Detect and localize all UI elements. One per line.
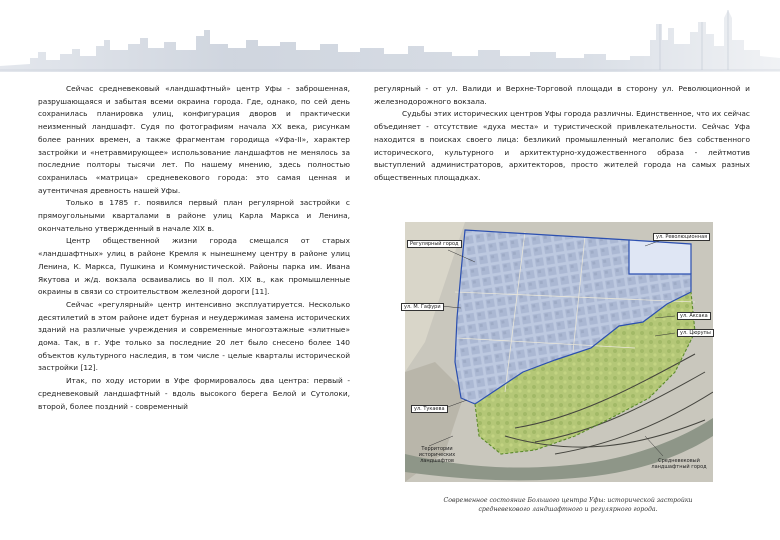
map-label-medieval-city: Средневековый ландшафтный город [651, 458, 707, 470]
skyline-banner [0, 0, 780, 72]
map-label-tukaeva: ул. Тукаева [411, 405, 448, 413]
paragraph: Итак, по ходу истории в Уфе формировалось два центра: первый - средневековый ландшафтный - вдоль высокого берега Белой и Сутолоки, второй, более поздний - современный [38, 376, 350, 411]
map-label-regular-city: Регулярный город [407, 240, 462, 248]
map-caption: Современное состояние Большого центра Уфы: исторической застройки средневекового ландшафтного и регулярного города. [443, 497, 693, 513]
right-text-column [374, 83, 750, 185]
paragraph: Судьбы этих исторических центров Уфы города различны. Единственное, что их сейчас объединяет - отсутствие «духа места» и туристической привлекательности. Сейчас Уфа находится в поисках своего лица: безликий промышленный мегаполис без собственного исторического, культурного и архитектурно-художественного образа - лейтмотив выступлений администраторов, архитекторов, просто жителей города на самых разных общественных площадках. [374, 109, 750, 182]
map-label-tsyurupy: ул. Цюрупы [677, 329, 714, 337]
paragraph: регулярный - от ул. Валиди и Верхне-Торговой площади в сторону ул. Революционной и железнодорожного вокзала. [374, 84, 750, 106]
paragraph: Сейчас «регулярный» центр интенсивно эксплуатируется. Несколько десятилетий в этом районе идет бурная и неудержимая замена исторических зданий на различные учреждения и современные многоэтажные «элитные» дома. Так, в г. Уфе только за последние 20 лет было снесено более 140 объектов культурного наследия, в том числе - целые кварталы исторической застройки [12]. [38, 299, 350, 373]
paragraph: Сейчас средневековый «ландшафтный» центр Уфы - заброшенная, разрушающаяся и забытая всеми окраина города. Где, однако, по сей день сохранилась планировка улиц, конфигурация дворов и практически неизменный ландшафт. Судя по фотографиям начала XX века, рисункам более ранних времен, а также фрагментам городища «Уфа-II», характер застройки и «нетравмирующее» использование ландшафтов не менялось за последние полторы тысячи лет. По нашему мнению, здесь полностью сохранилась «матрица» средневекового города: это самая ценная и аутентичная древность нашей Уфы. [38, 84, 350, 195]
city-center-map [405, 222, 713, 482]
map-label-gafuri: ул. М. Гафури [401, 303, 444, 311]
map-label-landscape-territory: Территории исторических ландшафтов [418, 446, 456, 464]
paragraph: Только в 1785 г. появился первый план регулярной застройки с прямоугольными кварталами в районе улиц Карла Маркса и Ленина, окончательно утвержденный в начале XIX в. [38, 198, 350, 233]
left-text-column [38, 83, 350, 413]
map-label-revolutsionnaya: ул. Революционная [653, 233, 710, 241]
map-image [405, 222, 713, 482]
map-label-aksakova: ул. Аксака [677, 312, 711, 320]
paragraph: Центр общественной жизни города смещался от старых «ландшафтных» улиц в районе Кремля к нынешнему центру в районе улиц Ленина, К. Маркса, Пушкина и Коммунистической. Районы парка им. Ивана Якутова и ж/д. вокзала осваивались во II пол. XIX в., как промышленные окраины в связи со строительством железной дороги [11]. [38, 236, 350, 297]
